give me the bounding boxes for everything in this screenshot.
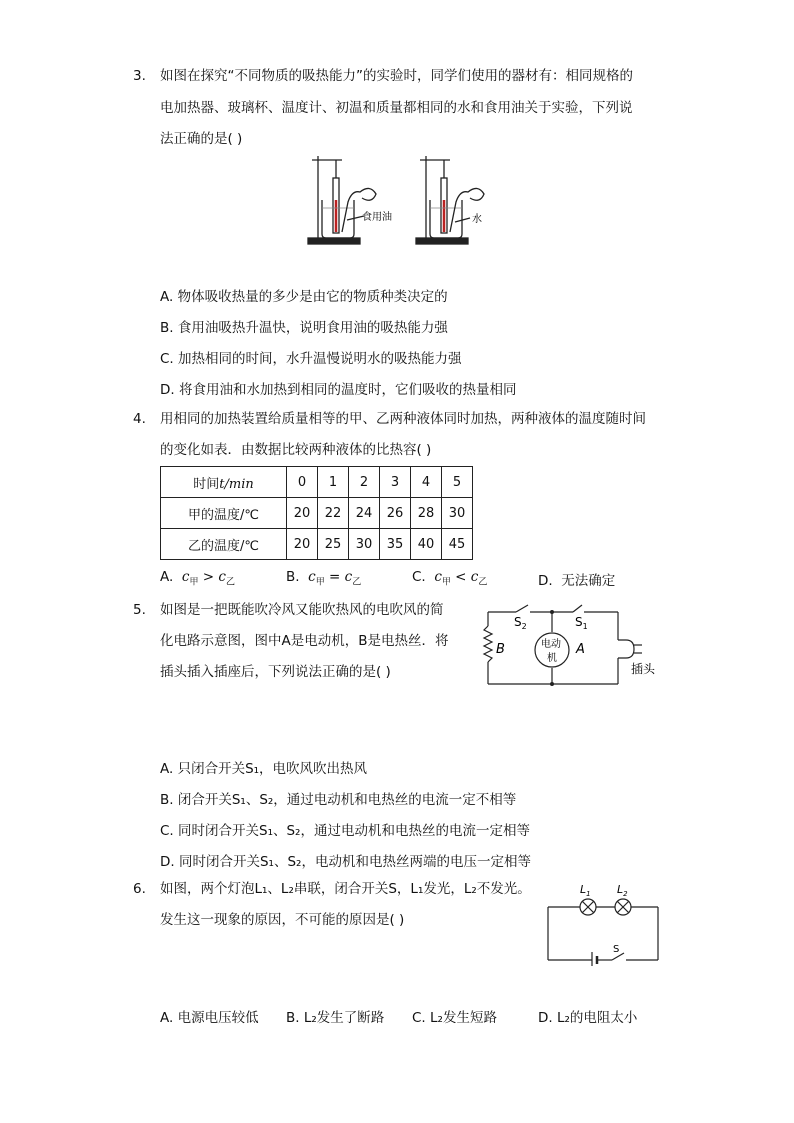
q3-option-b: B. 食用油吸热升温快，说明食用油的吸热能力强	[160, 320, 448, 336]
lamp-l2-label: $L_2$	[617, 883, 628, 898]
q5-option-d: D. 同时闭合开关S₁、S₂，电动机和电热丝两端的电压一定相等	[160, 854, 531, 870]
table-cell: 24	[349, 498, 380, 529]
resistor-b-label: B	[496, 642, 505, 657]
q4-stem-line-1: 用相同的加热装置给质量相等的甲、乙两种液体同时加热，两种液体的温度随时间	[160, 411, 646, 427]
q3-number: 3.	[133, 68, 146, 84]
table-row	[161, 467, 473, 498]
q4-number: 4.	[133, 411, 146, 427]
q6-option-d: D. L₂的电阻太小	[538, 1010, 638, 1026]
water-apparatus	[416, 156, 484, 244]
q6-option-a: A. 电源电压较低	[160, 1010, 259, 1026]
q3-stem-line-1: 如图在探究“不同物质的吸热能力”的实验时，同学们使用的器材有：相同规格的	[160, 68, 633, 84]
table-cell: 0	[287, 467, 318, 498]
table-cell: 2	[349, 467, 380, 498]
q5-circuit-diagram	[478, 598, 668, 694]
switch-s-label: S	[613, 944, 620, 955]
q4-option-c: C. $c_甲 < c_乙$	[412, 569, 488, 588]
table-cell: 5	[442, 467, 473, 498]
table-cell: 20	[287, 498, 318, 529]
table-cell: 28	[411, 498, 442, 529]
motor-a-label: A	[576, 642, 585, 657]
lamp-l1-label: $L_1$	[580, 883, 591, 898]
table-row	[161, 498, 473, 529]
motor-label-1: 电动	[541, 639, 561, 650]
q4-option-a: A. $c_甲 > c_乙$	[160, 569, 235, 588]
q6-option-c: C. L₂发生短路	[412, 1010, 497, 1026]
table-header-time: 时间t/min	[161, 467, 287, 498]
switch-s1-label: $S_1$	[575, 615, 588, 631]
table-cell: 26	[380, 498, 411, 529]
oil-label: 食用油	[362, 212, 392, 223]
q6-stem-line-1: 如图，两个灯泡L₁、L₂串联，闭合开关S，L₁发光，L₂不发光。	[160, 881, 531, 897]
table-cell: 3	[380, 467, 411, 498]
q5-option-c: C. 同时闭合开关S₁、S₂，通过电动机和电热丝的电流一定相等	[160, 823, 530, 839]
q4-option-b: B. $c_甲 = c_乙$	[286, 569, 362, 588]
q5-number: 5.	[133, 602, 146, 618]
table-cell: 30	[349, 529, 380, 560]
q6-circuit-diagram	[540, 880, 666, 966]
q3-stem-line-2: 电加热器、玻璃杯、温度计、初温和质量都相同的水和食用油关于实验，下列说	[160, 100, 633, 116]
table-cell: 25	[318, 529, 349, 560]
q4-stem-line-2: 的变化如表．由数据比较两种液体的比热容( )	[160, 442, 432, 458]
motor-label-2: 机	[547, 653, 557, 664]
q6-stem-line-2: 发生这一现象的原因，不可能的原因是( )	[160, 912, 405, 928]
water-label: 水	[472, 214, 482, 225]
table-row	[161, 529, 473, 560]
table-cell: 22	[318, 498, 349, 529]
q3-apparatus-figure	[300, 150, 500, 250]
q4-option-d: D. 无法确定	[538, 573, 616, 589]
table-cell: 30	[442, 498, 473, 529]
switch-s2-label: $S_2$	[514, 615, 527, 631]
q4-temperature-table	[160, 466, 473, 560]
q5-option-b: B. 闭合开关S₁、S₂，通过电动机和电热丝的电流一定不相等	[160, 792, 517, 808]
q5-stem-line-2: 化电路示意图，图中A是电动机，B是电热丝．将	[160, 633, 449, 649]
table-row-label: 甲的温度/℃	[161, 498, 287, 529]
table-cell: 1	[318, 467, 349, 498]
q3-option-a: A. 物体吸收热量的多少是由它的物质种类决定的	[160, 289, 448, 305]
q5-option-a: A. 只闭合开关S₁，电吹风吹出热风	[160, 761, 368, 777]
q3-option-d: D. 将食用油和水加热到相同的温度时，它们吸收的热量相同	[160, 382, 517, 398]
q6-option-b: B. L₂发生了断路	[286, 1010, 385, 1026]
table-cell: 20	[287, 529, 318, 560]
table-cell: 35	[380, 529, 411, 560]
q6-number: 6.	[133, 881, 146, 897]
oil-apparatus	[308, 156, 376, 244]
plug-label: 插头	[631, 662, 656, 676]
table-cell: 40	[411, 529, 442, 560]
q3-option-c: C. 加热相同的时间，水升温慢说明水的吸热能力强	[160, 351, 462, 367]
table-cell: 45	[442, 529, 473, 560]
table-cell: 4	[411, 467, 442, 498]
q3-stem-line-3: 法正确的是( )	[160, 131, 243, 147]
q5-stem-line-1: 如图是一把既能吹冷风又能吹热风的电吹风的简	[160, 602, 444, 618]
q5-stem-line-3: 插头插入插座后，下列说法正确的是( )	[160, 664, 391, 680]
table-row-label: 乙的温度/℃	[161, 529, 287, 560]
